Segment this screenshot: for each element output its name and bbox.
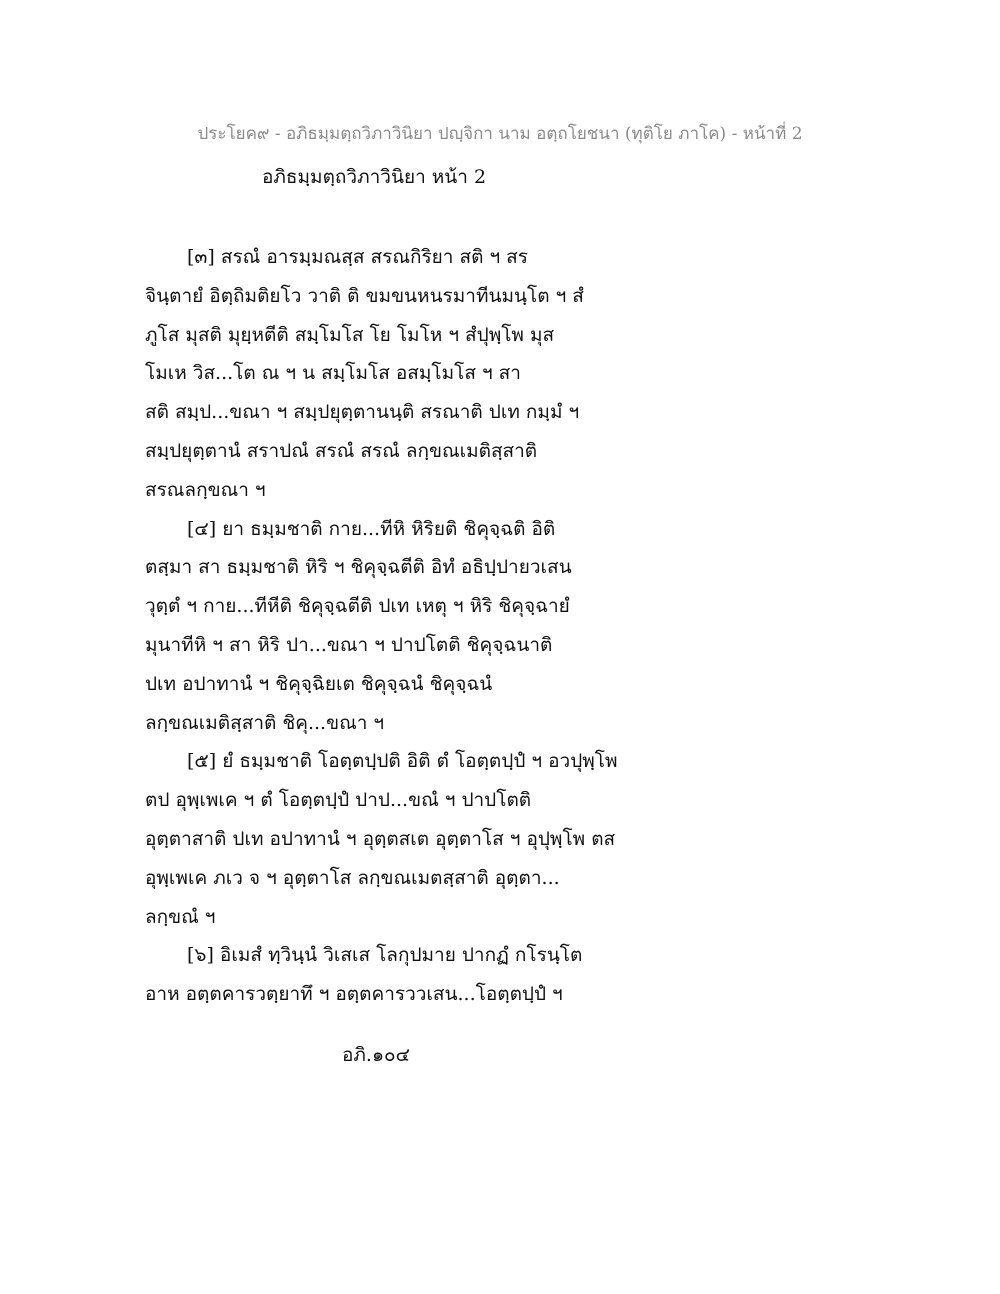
page-number: อภิ.๑๐๔ — [342, 1044, 411, 1066]
text-line: สมฺปยุตฺตานํ สราปณํ สรณํ สรณํ ลกฺขณเมติสฺสาติ — [145, 439, 538, 462]
text-line: อุตฺตาสาติ ปเท อปาทานํ ฯ อุตฺตสเต อุตฺตาโส ฯ อุปุพฺโพ ตส — [145, 827, 616, 850]
text-line: วุตฺตํ ฯ กาย...ทีหีติ ชิคุจฺฉตีติ ปเท เหตุ ฯ หิริ ชิคุจฺฉายํ — [145, 595, 570, 618]
text-line: [๔] ยา ธมฺมชาติ กาย...ทีหิ หิริยติ ชิคุจฺฉติ อิติ — [187, 517, 556, 540]
text-line: ภูโส มุสติ มุยฺหตีติ สมฺโมโส โย โมโห ฯ สํปุพฺโพ มุส — [145, 323, 555, 346]
text-line: มุนาทีหิ ฯ สา หิริ ปา...ขณา ฯ ปาปโตติ ชิคุจฺฉนาติ — [145, 633, 553, 656]
text-line: อุพฺเพเค ภเว จ ฯ อุตฺตาโส ลกฺขณเมตสฺสาติ อุตฺตา... — [145, 866, 560, 889]
text-line: สรณลกฺขณา ฯ — [145, 478, 266, 501]
text-line: [๓] สรณํ อารมฺมณสฺส สรณกิริยา สติ ฯ สร — [187, 246, 528, 268]
text-line: ลกฺขณเมติสฺสาติ ชิคุ...ขณา ฯ — [145, 711, 385, 734]
text-line: จินฺตายํ อิตฺถิมติยโว วาติ ติ ขมขนหนรมาทีนมนฺโต ฯ สํ — [145, 284, 584, 307]
text-line: [๖] อิเมสํ ทฺวินฺนํ วิเสเส โลกุปมาย ปากฏํ กโรนฺโต — [187, 944, 583, 967]
text-line: [๕] ยํ ธมฺมชาติ โอตฺตปฺปติ อิติ ตํ โอตฺตปฺปํ ฯ อวปุพฺโพ — [187, 750, 618, 773]
page-heading: อภิธมฺมตฺถวิภาวินิยา หน้า 2 — [262, 166, 487, 188]
text-line: ปเท อปาทานํ ฯ ชิคุจฺฉิยเต ชิคุจฺฉนํ ชิคุจฺฉนํ — [145, 672, 493, 695]
text-line: ตป อุพฺเพเค ฯ ตํ โอตฺตปฺปํ ปาป...ขณํ ฯ ปาปโตติ — [145, 789, 532, 812]
running-header — [0, 120, 1000, 147]
text-line: โมเห วิส...โต ณ ฯ น สมฺโมโส อสมฺโมโส ฯ สา — [145, 362, 521, 385]
text-line: ตสฺมา สา ธมฺมชาติ หิริ ฯ ชิคุจฺฉตีติ อิทํ อธิปฺปายวเสน — [145, 556, 572, 579]
running-header-text: ประโยค๙ - อภิธมฺมตฺถวิภาวินิยา ปญฺจิกา นาม อตฺถโยชนา (ทุติโย ภาโค) - หน้าที่ 2 — [197, 124, 803, 144]
text-line: สติ สมฺป...ขณา ฯ สมฺปยุตฺตานนฺติ สรณาติ ปเท กมฺมํ ฯ — [145, 401, 580, 424]
body-text — [145, 238, 665, 1014]
text-line: ลกฺขณํ ฯ — [145, 905, 216, 928]
text-line: อาห อตฺตคารวตฺยาทึ ฯ อตฺตคารววเสน...โอตฺตปฺปํ ฯ — [145, 983, 563, 1006]
